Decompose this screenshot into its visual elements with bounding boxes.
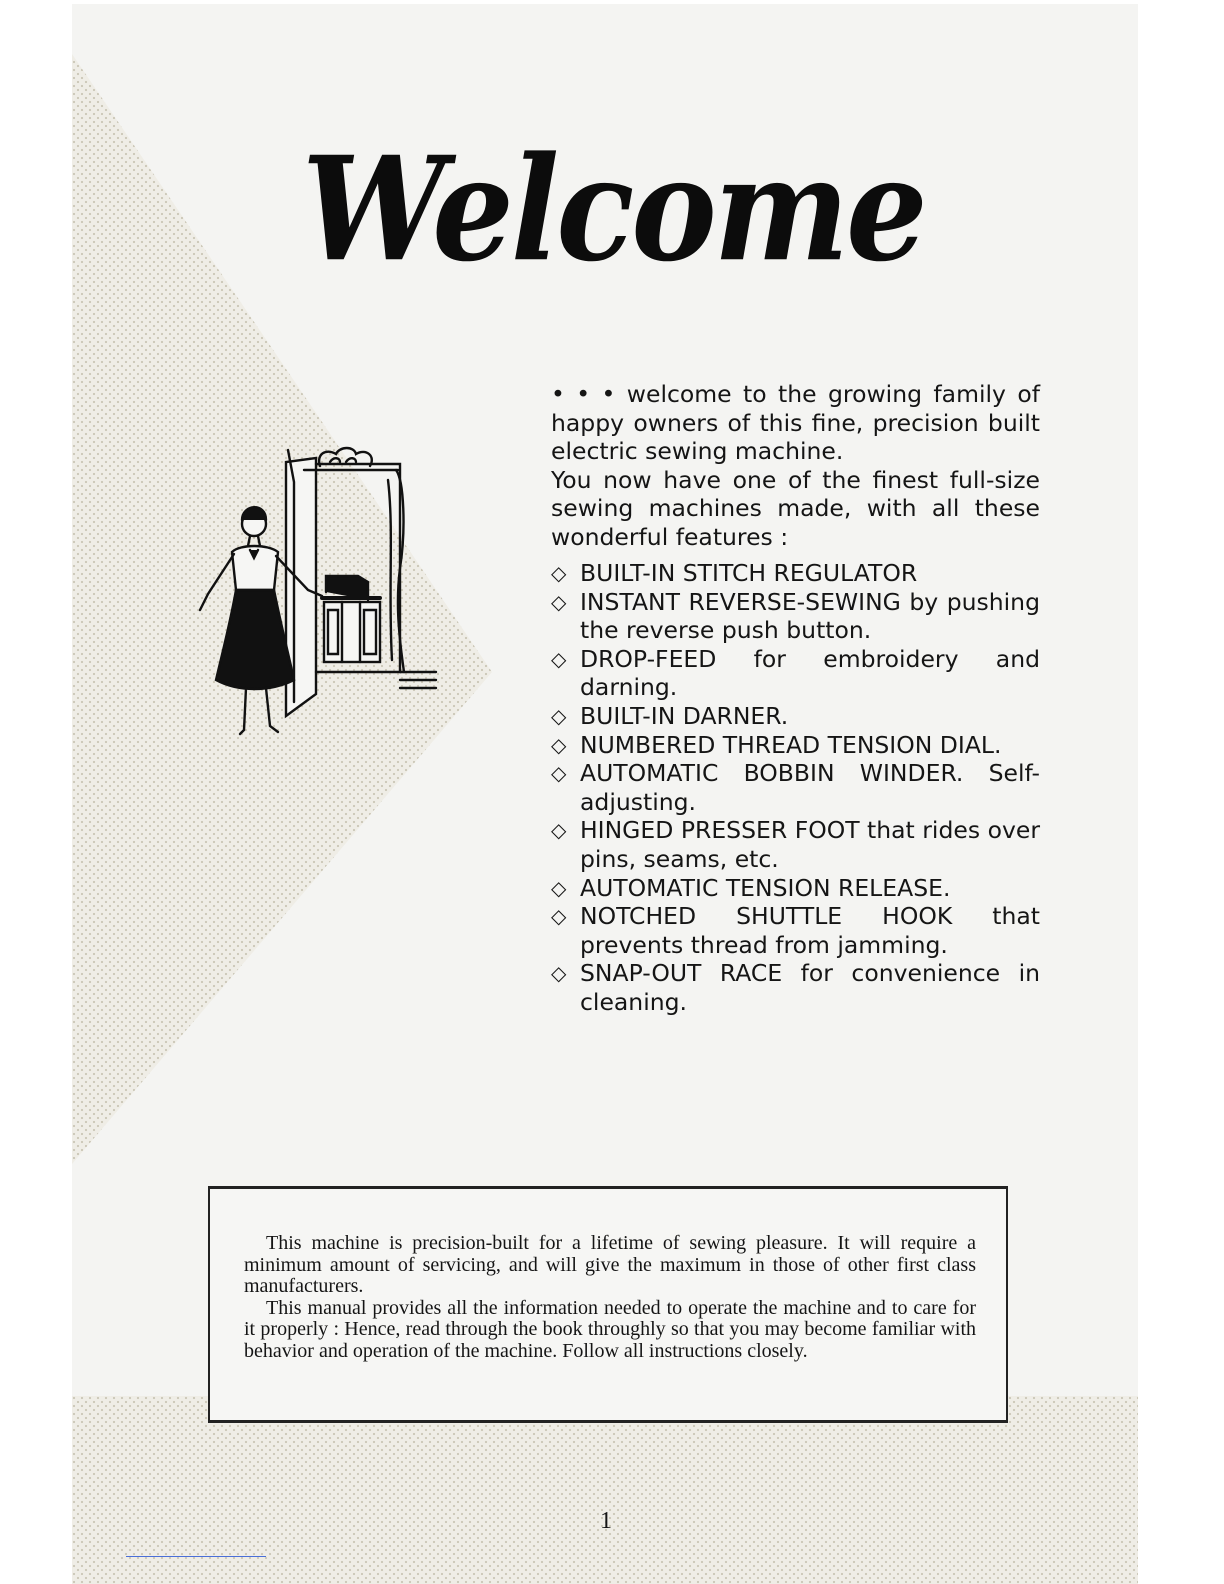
feature-text: DROP-FEED for embroidery and darning.: [580, 644, 1040, 702]
feature-text: AUTOMATIC TENSION RELEASE.: [580, 873, 951, 902]
feature-text: HINGED PRESSER FOOT that rides over pins, seams, etc.: [580, 816, 1040, 873]
feature-item: [551, 645, 1040, 702]
feature-text: BUILT-IN STITCH REGULATOR: [580, 559, 918, 587]
feature-text: INSTANT REVERSE-SEWING by pushing the reverse push button.: [580, 587, 1040, 645]
intro-text: [551, 380, 1040, 552]
notice-paragraph: This machine is precision-built for a lifetime of sewing pleasure. It will require a minimum amount of servicing, and will give the maximum in those of other first class manufacturers.: [244, 1232, 976, 1298]
feature-item: [551, 874, 1040, 903]
feature-item: [551, 902, 1040, 959]
scan-edge-line: [126, 1556, 266, 1557]
diamond-bullet-icon: ◇: [551, 732, 567, 757]
notice-text: [244, 1233, 976, 1363]
diamond-bullet-icon: ◇: [551, 961, 567, 986]
feature-item: [551, 759, 1040, 816]
diamond-bullet-icon: ◇: [551, 589, 567, 614]
feature-text: NOTCHED SHUTTLE HOOK that prevents thread from jamming.: [580, 902, 1040, 959]
diamond-bullet-icon: ◇: [551, 703, 567, 728]
page-number: 1: [600, 1508, 612, 1534]
manual-page: [72, 4, 1138, 1584]
feature-text: BUILT-IN DARNER.: [580, 701, 789, 730]
diamond-bullet-icon: ◇: [551, 818, 567, 843]
feature-item: [551, 731, 1040, 760]
feature-text: AUTOMATIC BOBBIN WINDER. Self-adjusting.: [580, 759, 1040, 816]
notice-paragraph: This manual provides all the information needed to operate the machine and to care for it properly : Hence, read through the book throughly so that you may become familiar with behavior and operation of the machine. Follow all instructions closely.: [244, 1296, 976, 1362]
intro-paragraph: • • • welcome to the growing family of happy owners of this fine, precision built electric sewing machine.: [551, 380, 1040, 466]
woman-cabinet-illustration: [190, 440, 450, 740]
feature-text: SNAP-OUT RACE for convenience in cleaning.: [580, 959, 1040, 1016]
feature-item: [551, 559, 1040, 588]
feature-item: [551, 588, 1040, 645]
feature-list: [551, 559, 1040, 1017]
page-title: Welcome: [302, 126, 925, 294]
feature-text: NUMBERED THREAD TENSION DIAL.: [580, 730, 1002, 759]
feature-item: [551, 702, 1040, 731]
diamond-bullet-icon: ◇: [551, 875, 567, 900]
diamond-bullet-icon: ◇: [551, 646, 567, 671]
diamond-bullet-icon: ◇: [551, 761, 567, 786]
diamond-bullet-icon: ◇: [551, 561, 567, 585]
notice-box: [208, 1186, 1008, 1423]
feature-item: [551, 959, 1040, 1016]
feature-item: [551, 816, 1040, 873]
intro-paragraph: You now have one of the finest full-size sewing machines made, with all these wonderful features :: [551, 465, 1040, 551]
diamond-bullet-icon: ◇: [551, 904, 567, 929]
